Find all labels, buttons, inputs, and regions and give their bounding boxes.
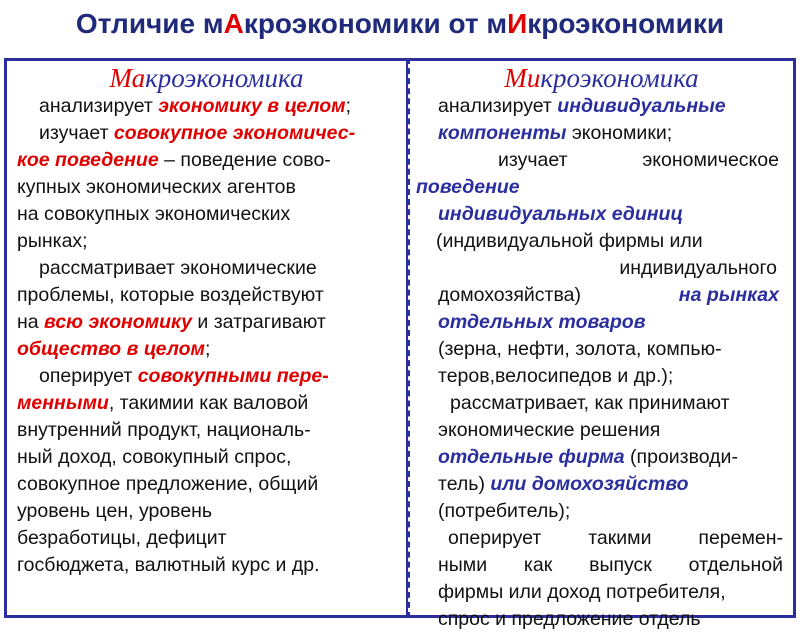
line [416, 309, 789, 336]
list-item [416, 390, 789, 417]
heading-text: кроэкономика [145, 63, 304, 93]
list-item [416, 147, 789, 174]
line: экономические решения [438, 419, 661, 441]
list-item [17, 255, 400, 282]
title-highlight-i: И [507, 8, 528, 39]
text: оперирует [39, 365, 138, 387]
line: купных экономических агентов [17, 176, 296, 198]
list-item [416, 525, 789, 552]
heading-highlight: Ма [109, 63, 146, 93]
emphasis: менными [17, 392, 109, 414]
emphasis: компоненты [438, 122, 567, 144]
title-part: кроэкономики [527, 8, 725, 39]
text: анализирует [438, 95, 558, 117]
emphasis: экономику в целом [158, 95, 346, 117]
slide-title [0, 8, 800, 40]
list-item [17, 363, 400, 390]
line [17, 147, 400, 174]
emphasis: на рынках [678, 284, 779, 306]
line: фирмы или доход потребителя, [438, 581, 726, 603]
line: (зерна, нефти, золота, компью- [438, 338, 722, 360]
emphasis: отдельных товаров [438, 311, 646, 333]
emphasis: или домохозяйство [490, 473, 689, 495]
line: безработицы, дефицит [17, 527, 227, 549]
text: ; [204, 338, 211, 360]
emphasis: общество в целом [17, 338, 205, 360]
emphasis: поведение [416, 176, 520, 198]
emphasis: совокупными пере- [137, 365, 329, 387]
line: спрос и предложение отдель [438, 608, 701, 630]
line: ный доход, совокупный спрос, [17, 446, 292, 468]
emphasis: совокупное экономичес- [113, 122, 356, 144]
line: ными как выпуск отдельной [438, 554, 783, 576]
line: теров,велосипедов и др.); [438, 365, 674, 387]
title-part: кроэкономики от м [243, 8, 508, 39]
text: изучает [498, 149, 568, 171]
heading-highlight: Ми [504, 63, 541, 93]
emphasis: отдельные фирма [438, 446, 625, 468]
line: рынках; [17, 230, 88, 252]
micro-list [410, 93, 793, 633]
text: , такимии как валовой [108, 392, 309, 414]
line: совокупное предложение, общий [17, 473, 319, 495]
line [416, 174, 789, 201]
macro-column [4, 58, 409, 618]
micro-column [408, 58, 796, 630]
text: рассматривает экономические [39, 257, 317, 279]
text: оперирует такими перемен- [448, 527, 783, 549]
emphasis: индивидуальных единиц [438, 203, 684, 225]
line [416, 120, 789, 147]
line [17, 336, 400, 363]
text: изучает [39, 122, 114, 144]
line [17, 309, 400, 336]
text: рассматривает, как принимают [450, 392, 730, 414]
text: ; [345, 95, 352, 117]
line [416, 201, 789, 228]
line: внутренний продукт, националь- [17, 419, 311, 441]
line: индивидуального [619, 257, 777, 279]
title-part: Отличие м [75, 8, 224, 39]
line [416, 471, 789, 498]
emphasis: индивидуальные [557, 95, 726, 117]
line: (индивидуальной фирмы или [436, 230, 703, 252]
line [416, 444, 789, 471]
text: и затрагивают [192, 311, 326, 333]
title-highlight-a: А [223, 8, 244, 39]
text: домохозяйства) [438, 284, 581, 306]
line: госбюджета, валютный курс и др. [17, 554, 320, 576]
macro-list [7, 93, 406, 579]
line: проблемы, которые воздействуют [17, 284, 324, 306]
line: уровень цен, уровень [17, 500, 213, 522]
text: – поведение сово- [158, 149, 331, 171]
text: (производи- [624, 446, 738, 468]
line [17, 390, 400, 417]
text: тель) [438, 473, 491, 495]
list-item [416, 93, 789, 120]
text: экономическое [642, 149, 779, 171]
text: экономики; [566, 122, 673, 144]
line [416, 282, 789, 309]
micro-heading [410, 63, 793, 93]
text: на [17, 311, 45, 333]
line: на совокупных экономических [17, 203, 291, 225]
line: (потребитель); [438, 500, 571, 522]
list-item [17, 120, 400, 147]
macro-heading [7, 63, 406, 93]
emphasis: кое поведение [17, 149, 159, 171]
text: анализирует [39, 95, 159, 117]
heading-text: кроэкономика [540, 63, 699, 93]
emphasis: всю экономику [44, 311, 193, 333]
list-item [17, 93, 400, 120]
